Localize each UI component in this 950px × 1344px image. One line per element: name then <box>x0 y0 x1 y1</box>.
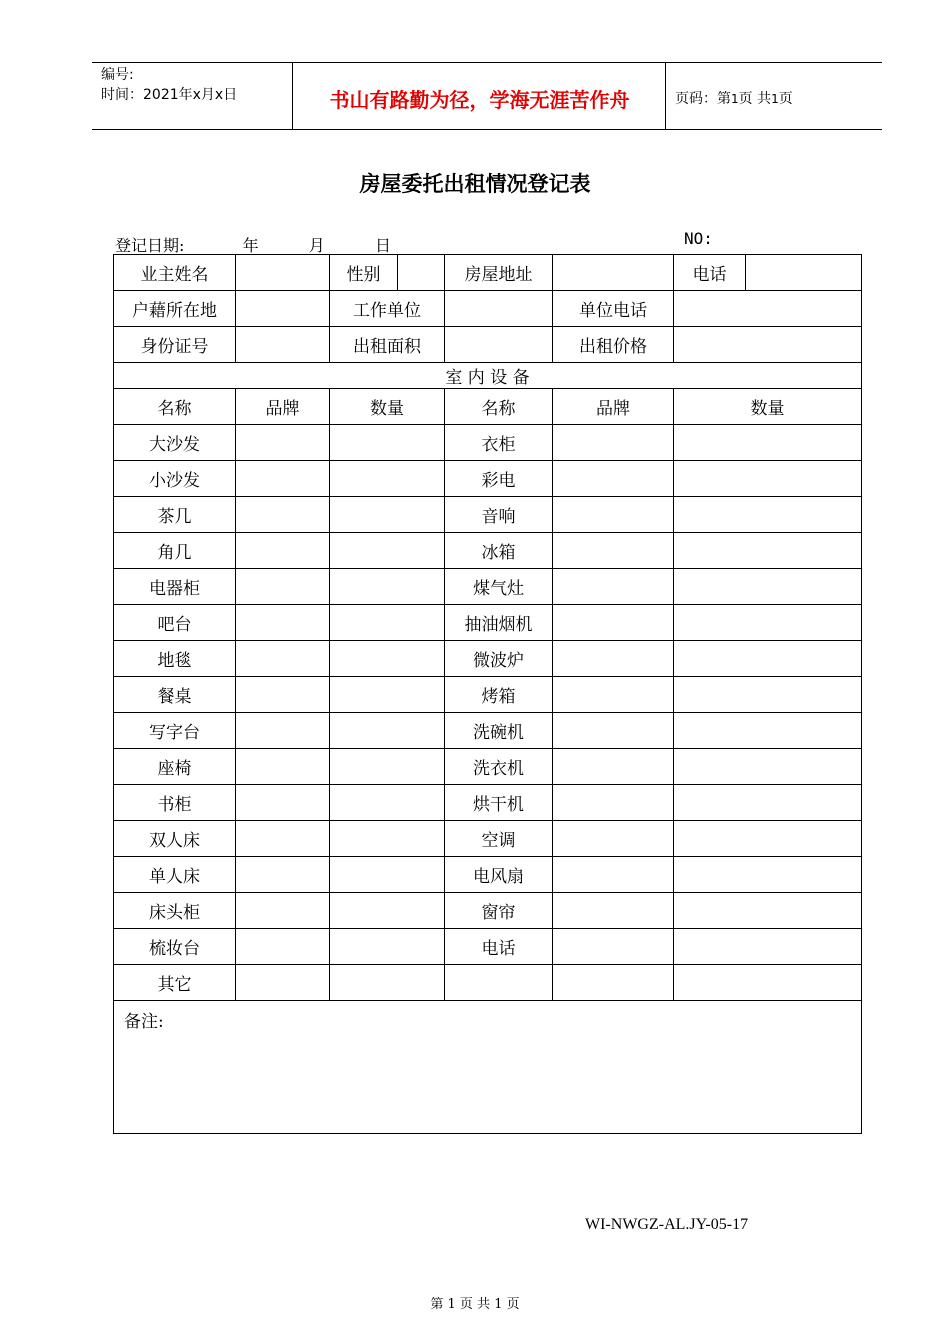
item-brand-right[interactable] <box>553 677 674 713</box>
item-brand-left[interactable] <box>236 857 330 893</box>
item-name-left: 双人床 <box>114 821 236 857</box>
equipment-section-title: 室 内 设 备 <box>114 363 862 389</box>
registration-row <box>114 291 862 327</box>
rental-price-field[interactable] <box>674 327 862 363</box>
equipment-row <box>114 425 862 461</box>
item-quantity-right[interactable] <box>674 929 862 965</box>
item-name-right: 电话 <box>445 929 553 965</box>
equipment-row <box>114 893 862 929</box>
work-unit-field[interactable] <box>445 291 553 327</box>
id-number-label: 身份证号 <box>114 327 236 363</box>
unit-phone-label: 单位电话 <box>553 291 674 327</box>
equipment-header-row <box>114 389 862 425</box>
col-brand-right: 品牌 <box>553 389 674 425</box>
rental-area-label: 出租面积 <box>330 327 445 363</box>
equipment-row <box>114 677 862 713</box>
item-brand-left[interactable] <box>236 533 330 569</box>
item-quantity-right[interactable] <box>674 425 862 461</box>
item-brand-right[interactable] <box>553 713 674 749</box>
item-quantity-left[interactable] <box>330 785 445 821</box>
item-quantity-right[interactable] <box>674 857 862 893</box>
item-quantity-right[interactable] <box>674 533 862 569</box>
item-name-right: 抽油烟机 <box>445 605 553 641</box>
reg-date-day: 日 <box>375 236 392 255</box>
equipment-items <box>114 425 862 1001</box>
remarks-field[interactable] <box>114 1001 862 1134</box>
document-code: WI-NWGZ-AL.JY-05-17 <box>585 1216 749 1233</box>
owner-name-field[interactable] <box>236 255 330 291</box>
page-footer: 第 1 页 共 1 页 <box>430 1297 520 1312</box>
item-name-left: 座椅 <box>114 749 236 785</box>
item-brand-right[interactable] <box>553 785 674 821</box>
col-name-right: 名称 <box>445 389 553 425</box>
item-quantity-left[interactable] <box>330 605 445 641</box>
rental-price-label: 出租价格 <box>553 327 674 363</box>
item-name-right: 微波炉 <box>445 641 553 677</box>
house-address-field[interactable] <box>553 255 674 291</box>
item-quantity-right[interactable] <box>674 677 862 713</box>
item-brand-right[interactable] <box>553 569 674 605</box>
item-name-left: 餐桌 <box>114 677 236 713</box>
item-brand-right[interactable] <box>553 497 674 533</box>
equipment-row <box>114 641 862 677</box>
item-quantity-left[interactable] <box>330 641 445 677</box>
item-brand-right[interactable] <box>553 641 674 677</box>
item-brand-left[interactable] <box>236 965 330 1001</box>
item-name-left: 梳妆台 <box>114 929 236 965</box>
page-total: 1 <box>771 92 779 106</box>
item-name-right: 烘干机 <box>445 785 553 821</box>
equipment-row <box>114 533 862 569</box>
item-name-right: 音响 <box>445 497 553 533</box>
id-row <box>114 327 862 363</box>
owner-name-label: 业主姓名 <box>114 255 236 291</box>
item-quantity-left[interactable] <box>330 569 445 605</box>
phone-label: 电话 <box>674 255 746 291</box>
gender-field[interactable] <box>398 255 445 291</box>
item-quantity-right[interactable] <box>674 821 862 857</box>
item-brand-left[interactable] <box>236 749 330 785</box>
owner-row <box>114 255 862 291</box>
item-quantity-left[interactable] <box>330 425 445 461</box>
item-name-right: 洗碗机 <box>445 713 553 749</box>
reg-date-month: 月 <box>308 236 325 255</box>
item-quantity-left[interactable] <box>330 677 445 713</box>
household-registration-label: 户藉所在地 <box>114 291 236 327</box>
equipment-section-row <box>114 363 862 389</box>
page-number: 1 <box>731 92 739 106</box>
item-name-left: 角几 <box>114 533 236 569</box>
equipment-row <box>114 929 862 965</box>
rental-registration-form <box>113 254 862 1134</box>
header-top-rule <box>92 62 882 63</box>
item-name-left: 书柜 <box>114 785 236 821</box>
item-brand-left[interactable] <box>236 929 330 965</box>
household-registration-field[interactable] <box>236 291 330 327</box>
registration-date <box>115 233 391 256</box>
item-brand-left[interactable] <box>236 821 330 857</box>
item-name-right: 窗帘 <box>445 893 553 929</box>
item-quantity-right[interactable] <box>674 965 862 1001</box>
item-quantity-left[interactable] <box>330 497 445 533</box>
item-quantity-right[interactable] <box>674 641 862 677</box>
item-name-left: 吧台 <box>114 605 236 641</box>
item-name-left: 小沙发 <box>114 461 236 497</box>
item-brand-left[interactable] <box>236 677 330 713</box>
item-brand-left[interactable] <box>236 425 330 461</box>
item-quantity-right[interactable] <box>674 893 862 929</box>
item-brand-left[interactable] <box>236 713 330 749</box>
item-name-right: 衣柜 <box>445 425 553 461</box>
serial-label: 编号: <box>101 67 134 83</box>
rental-area-field[interactable] <box>445 327 553 363</box>
equipment-row <box>114 461 862 497</box>
item-quantity-right[interactable] <box>674 497 862 533</box>
item-quantity-left[interactable] <box>330 893 445 929</box>
item-quantity-left[interactable] <box>330 461 445 497</box>
col-name-left: 名称 <box>114 389 236 425</box>
item-brand-right[interactable] <box>553 605 674 641</box>
item-name-right: 彩电 <box>445 461 553 497</box>
header-meta <box>101 65 237 105</box>
work-unit-label: 工作单位 <box>330 291 445 327</box>
item-brand-right[interactable] <box>553 893 674 929</box>
reg-date-year: 年 <box>242 236 259 255</box>
gender-label: 性别 <box>330 255 398 291</box>
item-name-right: 洗衣机 <box>445 749 553 785</box>
item-name-right: 冰箱 <box>445 533 553 569</box>
item-name-right <box>445 965 553 1001</box>
equipment-row <box>114 857 862 893</box>
equipment-row <box>114 785 862 821</box>
equipment-row <box>114 569 862 605</box>
equipment-row <box>114 965 862 1001</box>
item-brand-right[interactable] <box>553 929 674 965</box>
item-name-left: 电器柜 <box>114 569 236 605</box>
reg-date-label: 登记日期: <box>115 236 185 255</box>
item-brand-left[interactable] <box>236 461 330 497</box>
header-bottom-rule <box>92 129 882 130</box>
item-brand-left[interactable] <box>236 497 330 533</box>
item-brand-right[interactable] <box>553 821 674 857</box>
item-name-right: 烤箱 <box>445 677 553 713</box>
item-quantity-left[interactable] <box>330 749 445 785</box>
item-name-left: 写字台 <box>114 713 236 749</box>
item-name-left: 床头柜 <box>114 893 236 929</box>
item-name-left: 其它 <box>114 965 236 1001</box>
item-name-left: 大沙发 <box>114 425 236 461</box>
equipment-row <box>114 713 862 749</box>
item-brand-right[interactable] <box>553 533 674 569</box>
item-quantity-right[interactable] <box>674 713 862 749</box>
item-quantity-right[interactable] <box>674 785 862 821</box>
item-brand-right[interactable] <box>553 965 674 1001</box>
remarks-label: 备注: <box>124 1012 164 1032</box>
item-name-right: 空调 <box>445 821 553 857</box>
house-address-label: 房屋地址 <box>445 255 553 291</box>
equipment-row <box>114 497 862 533</box>
item-brand-right[interactable] <box>553 749 674 785</box>
page-end: 页 <box>778 91 793 107</box>
item-quantity-left[interactable] <box>330 857 445 893</box>
item-brand-left[interactable] <box>236 569 330 605</box>
item-quantity-left[interactable] <box>330 965 445 1001</box>
item-quantity-right[interactable] <box>674 749 862 785</box>
phone-field[interactable] <box>746 255 862 291</box>
item-brand-right[interactable] <box>553 425 674 461</box>
unit-phone-field[interactable] <box>674 291 862 327</box>
page-title: 房屋委托出租情况登记表 <box>359 172 591 196</box>
record-number-label: NO: <box>684 229 713 248</box>
item-quantity-right[interactable] <box>674 569 862 605</box>
item-brand-left[interactable] <box>236 641 330 677</box>
page-mid: 页 共 <box>738 91 772 107</box>
id-number-field[interactable] <box>236 327 330 363</box>
item-brand-left[interactable] <box>236 785 330 821</box>
item-brand-left[interactable] <box>236 605 330 641</box>
item-quantity-left[interactable] <box>330 821 445 857</box>
item-quantity-left[interactable] <box>330 713 445 749</box>
time-label: 时间：2021年x月x日 <box>101 87 238 103</box>
item-brand-right[interactable] <box>553 857 674 893</box>
remarks-row <box>114 1001 862 1134</box>
header-motto: 书山有路勤为径，学海无涯苦作舟 <box>329 88 630 112</box>
equipment-row <box>114 821 862 857</box>
item-quantity-right[interactable] <box>674 461 862 497</box>
item-quantity-left[interactable] <box>330 929 445 965</box>
item-name-right: 电风扇 <box>445 857 553 893</box>
item-quantity-left[interactable] <box>330 533 445 569</box>
item-name-right: 煤气灶 <box>445 569 553 605</box>
item-brand-right[interactable] <box>553 461 674 497</box>
col-quantity-right: 数量 <box>674 389 862 425</box>
header-page-info <box>675 88 793 108</box>
col-brand-left: 品牌 <box>236 389 330 425</box>
equipment-row <box>114 605 862 641</box>
item-quantity-right[interactable] <box>674 605 862 641</box>
page-label: 页码：第 <box>675 91 731 107</box>
item-name-left: 地毯 <box>114 641 236 677</box>
col-quantity-left: 数量 <box>330 389 445 425</box>
item-name-left: 茶几 <box>114 497 236 533</box>
item-name-left: 单人床 <box>114 857 236 893</box>
item-brand-left[interactable] <box>236 893 330 929</box>
equipment-row <box>114 749 862 785</box>
